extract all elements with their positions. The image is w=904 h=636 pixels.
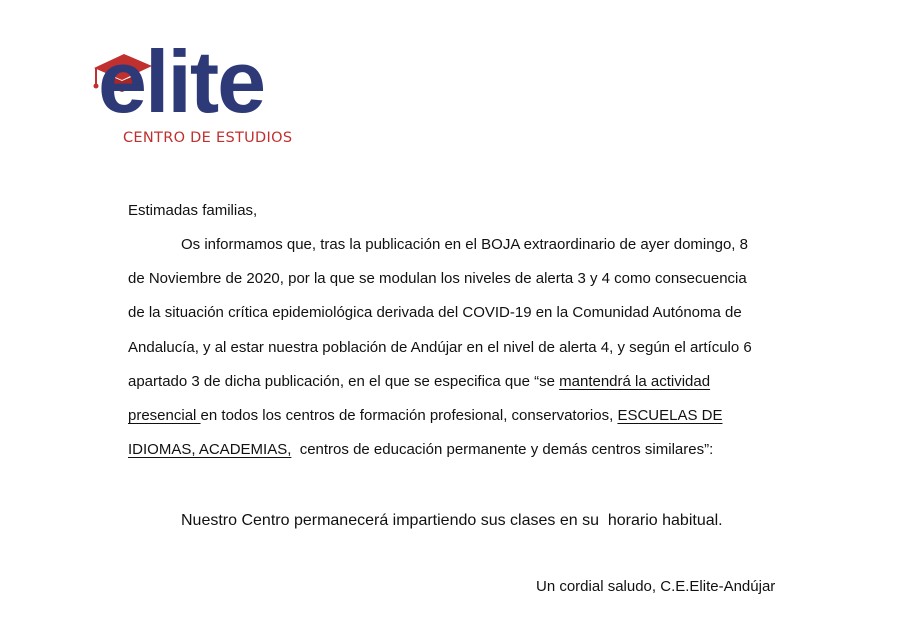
paragraph-line — [128, 407, 722, 424]
paragraph-line — [128, 441, 713, 458]
logo — [92, 32, 322, 156]
paragraph-line: Os informamos que, tras la publicación en el BOJA extraordinario de ayer domingo, 8 — [181, 236, 748, 253]
paragraph-line: Andalucía, y al estar nuestra población de Andújar en el nivel de alerta 4, y según el artículo 6 — [128, 339, 752, 356]
paragraph-line: de Noviembre de 2020, por la que se modulan los niveles de alerta 3 y 4 como consecuencia — [128, 270, 747, 287]
underlined-text: ESCUELAS DE — [617, 407, 723, 424]
text-segment: en todos los centros de formación profesional, conservatorios, — [200, 407, 618, 424]
text-segment: centros de educación permanente y demás centros similares”: — [291, 441, 714, 458]
paragraph-line: de la situación crítica epidemiológica derivada del COVID-19 en la Comunidad Autónoma de — [128, 304, 742, 321]
underlined-text: mantendrá la actividad — [559, 373, 711, 390]
paragraph-line — [128, 373, 710, 390]
text-segment: apartado 3 de dicha publicación, en el que se especifica que “se — [128, 373, 560, 390]
logo-wordmark: elite — [98, 32, 265, 131]
closing-signature: Un cordial saludo, C.E.Elite-Andújar — [536, 578, 776, 595]
highlight-notice: Nuestro Centro permanecerá impartiendo sus clases en su horario habitual. — [181, 512, 723, 529]
greeting: Estimadas familias, — [128, 202, 258, 219]
logo-subtitle: CENTRO DE ESTUDIOS — [123, 130, 293, 146]
underlined-text: presencial — [128, 407, 201, 424]
underlined-text: IDIOMAS, ACADEMIAS, — [128, 441, 292, 458]
